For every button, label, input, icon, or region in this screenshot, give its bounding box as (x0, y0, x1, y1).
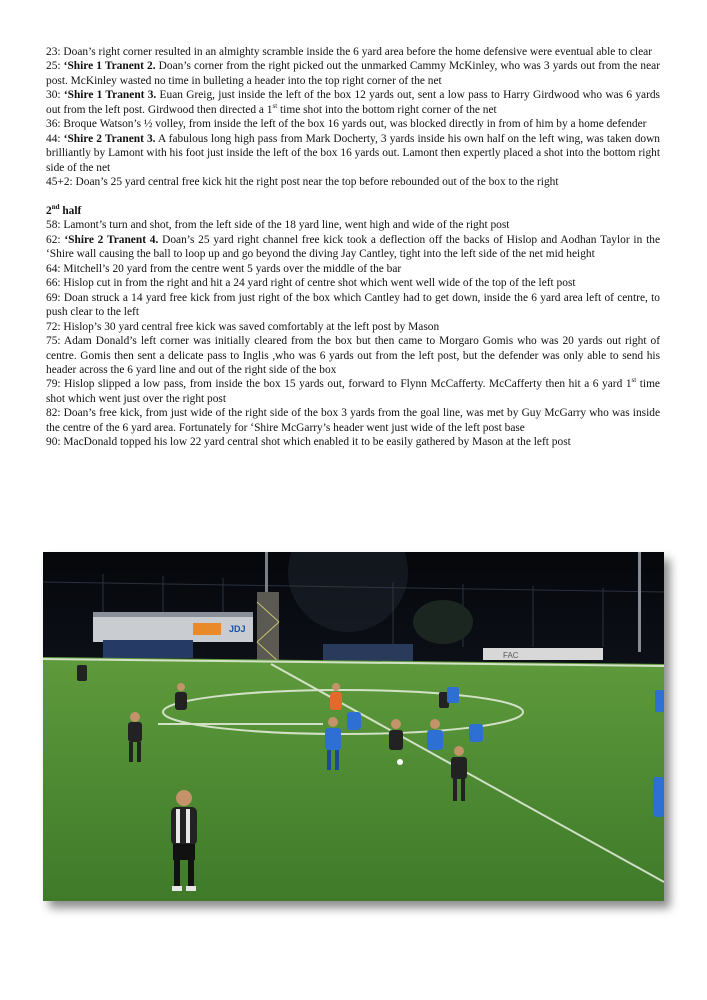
commentary-entry: 82: Doan’s free kick, from just wide of the right side of the box 3 yards from the goal line, was met by Guy McGarry who was inside the centre of the 6 yard area. Fortunately for ‘Shire McGarry’s header went just wide of the left post base (46, 407, 660, 434)
commentary-entry: 44: ‘Shire 2 Tranent 3. A fabulous long high pass from Mark Docherty, 3 yards inside his own half on the left wing, was taken down brilliantly by Lamont with his foot just inside the left of the box 16 yards out. Lamont then expertly placed a shot into the bottom right side of the net (46, 132, 660, 174)
commentary-entry: 36: Broque Watson’s ½ volley, from inside the left of the box 16 yards out, was blocked directly in from of him by a home defender (46, 118, 647, 131)
commentary-entry: 45+2: Doan’s 25 yard central free kick hit the right post near the top before rebounded out of the box to the right (46, 176, 559, 189)
commentary-entry: 75: Adam Donald’s left corner was initially cleared from the box but then came to Morgaro Gomis who was 20 yards out right of centre. Gomis then sent a delicate pass to Inglis ,who was 6 yards out from the left post, but the defender was only able to send his header across the 6 yard line and out of the right side of the box (46, 335, 660, 376)
commentary-entry: 66: Hislop cut in from the right and hit a 24 yard right of centre shot which went well wide of the top of the left post (46, 277, 576, 290)
commentary-entry: 25: ‘Shire 1 Tranent 2. Doan’s corner from the right picked out the unmarked Cammy McKinley, who was 3 yards out from the near post. McKinley wasted no time in bulleting a header into the top right corner of the net (46, 60, 660, 87)
commentary-entry: 79: Hislop slipped a low pass, from inside the box 15 yards out, forward to Flynn McCafferty. McCafferty then hit a 6 yard 1st time shot which went just over the right post (46, 376, 660, 405)
commentary-entry: 69: Doan struck a 14 yard free kick from just right of the box which Cantley had to get down, inside the 6 yard area left of centre, to push clear to the left (46, 291, 660, 319)
second-half-section (46, 218, 660, 449)
commentary-entry: 90: MacDonald topped his low 22 yard central shot which enabled it to be easily gathered by Mason at the left post (46, 436, 571, 449)
first-half-section (46, 45, 660, 190)
commentary-entry: 72: Hislop’s 30 yard central free kick was saved comfortably at the left post by Mason (46, 320, 440, 333)
match-report-text (46, 45, 660, 450)
commentary-entry: 58: Lamont’s turn and shot, from the left side of the 18 yard line, went high and wide of the right post (46, 219, 510, 232)
commentary-entry: 23: Doan’s right corner resulted in an almighty scramble inside the 6 yard area before the home defensive were eventual able to clear (46, 46, 652, 58)
second-half-heading: 2nd half (46, 203, 82, 217)
ad-banner: FAC (503, 651, 519, 660)
commentary-entry: 62: ‘Shire 2 Tranent 4. Doan’s 25 yard right channel free kick took a deflection off the backs of Hislop and Aodhan Taylor in the ‘Shire wall causing the ball to loop up and go beyond the diving Jay Cantley, tight into the left side of the net mid height (46, 233, 660, 261)
commentary-entry: 30: ‘Shire 1 Tranent 3. Euan Greig, just inside the left of the box 12 yards out, sent a low pass to Harry Girdwood who was 6 yards out from the left post. Girdwood then directed a 1st time shot into the bottom right corner of the net (46, 89, 660, 116)
match-photo (43, 552, 664, 901)
sponsor-sign: JDJ (229, 624, 246, 634)
commentary-entry: 64: Mitchell’s 20 yard from the centre went 5 yards over the middle of the bar (46, 262, 402, 275)
